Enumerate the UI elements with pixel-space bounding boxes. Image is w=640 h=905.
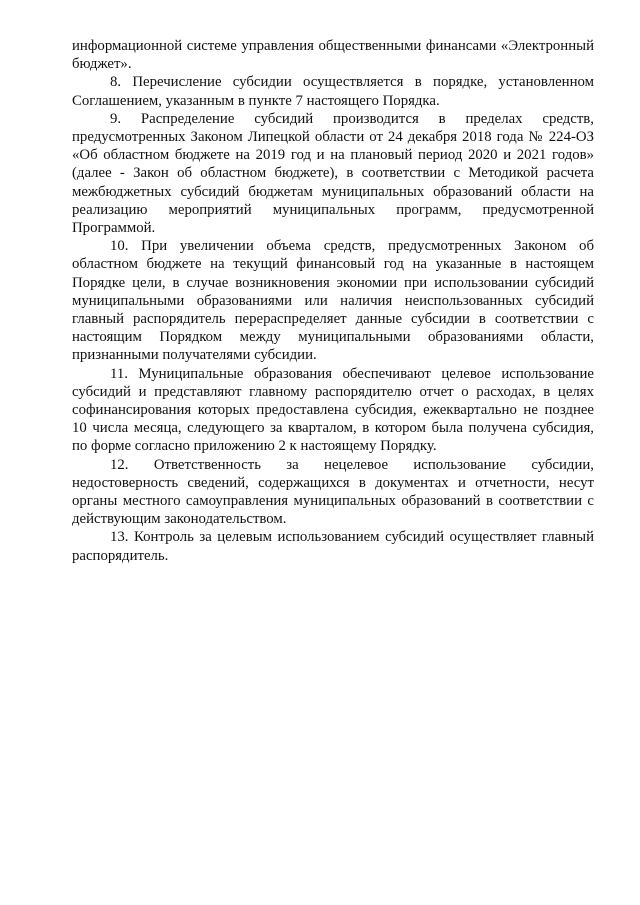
paragraph-12: 12. Ответственность за нецелевое использование субсидии, недостоверность сведений, содержащихся в документах и отчетности, несут органы местного самоуправления муниципальных образований в соответствии с действующим законодательством. xyxy=(72,456,594,528)
paragraph-9: 9. Распределение субсидий производится в пределах средств, предусмотренных Законом Липецкой области от 24 декабря 2018 года № 224-ОЗ «Об областном бюджете на 2019 год и на плановый период 2020 и 2021 годов» (далее - Закон об областном бюджете), в соответствии с Методикой расчета межбюджетных субсидий бюджетам муниципальных образований области на реализацию мероприятий муниципальных программ, предусмотренной Программой. xyxy=(72,110,594,237)
document-page xyxy=(72,37,594,565)
paragraph-11: 11. Муниципальные образования обеспечивают целевое использование субсидий и представляют главному распорядителю отчет о расходах, в целях софинансирования которых предоставлена субсидия, ежеквартально не позднее 10 числа месяца, следующего за кварталом, в котором была получена субсидия, по форме согласно приложению 2 к настоящему Порядку. xyxy=(72,365,594,455)
paragraph-13: 13. Контроль за целевым использованием субсидий осуществляет главный распорядитель. xyxy=(72,529,594,564)
paragraph-8: 8. Перечисление субсидии осуществляется в порядке, установленном Соглашением, указанным в пункте 7 настоящего Порядка. xyxy=(72,74,594,109)
paragraph-continued: информационной системе управления общественными финансами «Электронный бюджет». xyxy=(72,38,594,73)
paragraph-10: 10. При увеличении объема средств, предусмотренных Законом об областном бюджете на текущий финансовый год на указанные в настоящем Порядке цели, в случае возникновения экономии при использовании субсидий муниципальными образованиями или наличия неиспользованных субсидий главный распорядитель перераспределяет данные субсидии в соответствии с настоящим Порядком между муниципальными образованиями области, признанными получателями субсидии. xyxy=(72,238,594,364)
